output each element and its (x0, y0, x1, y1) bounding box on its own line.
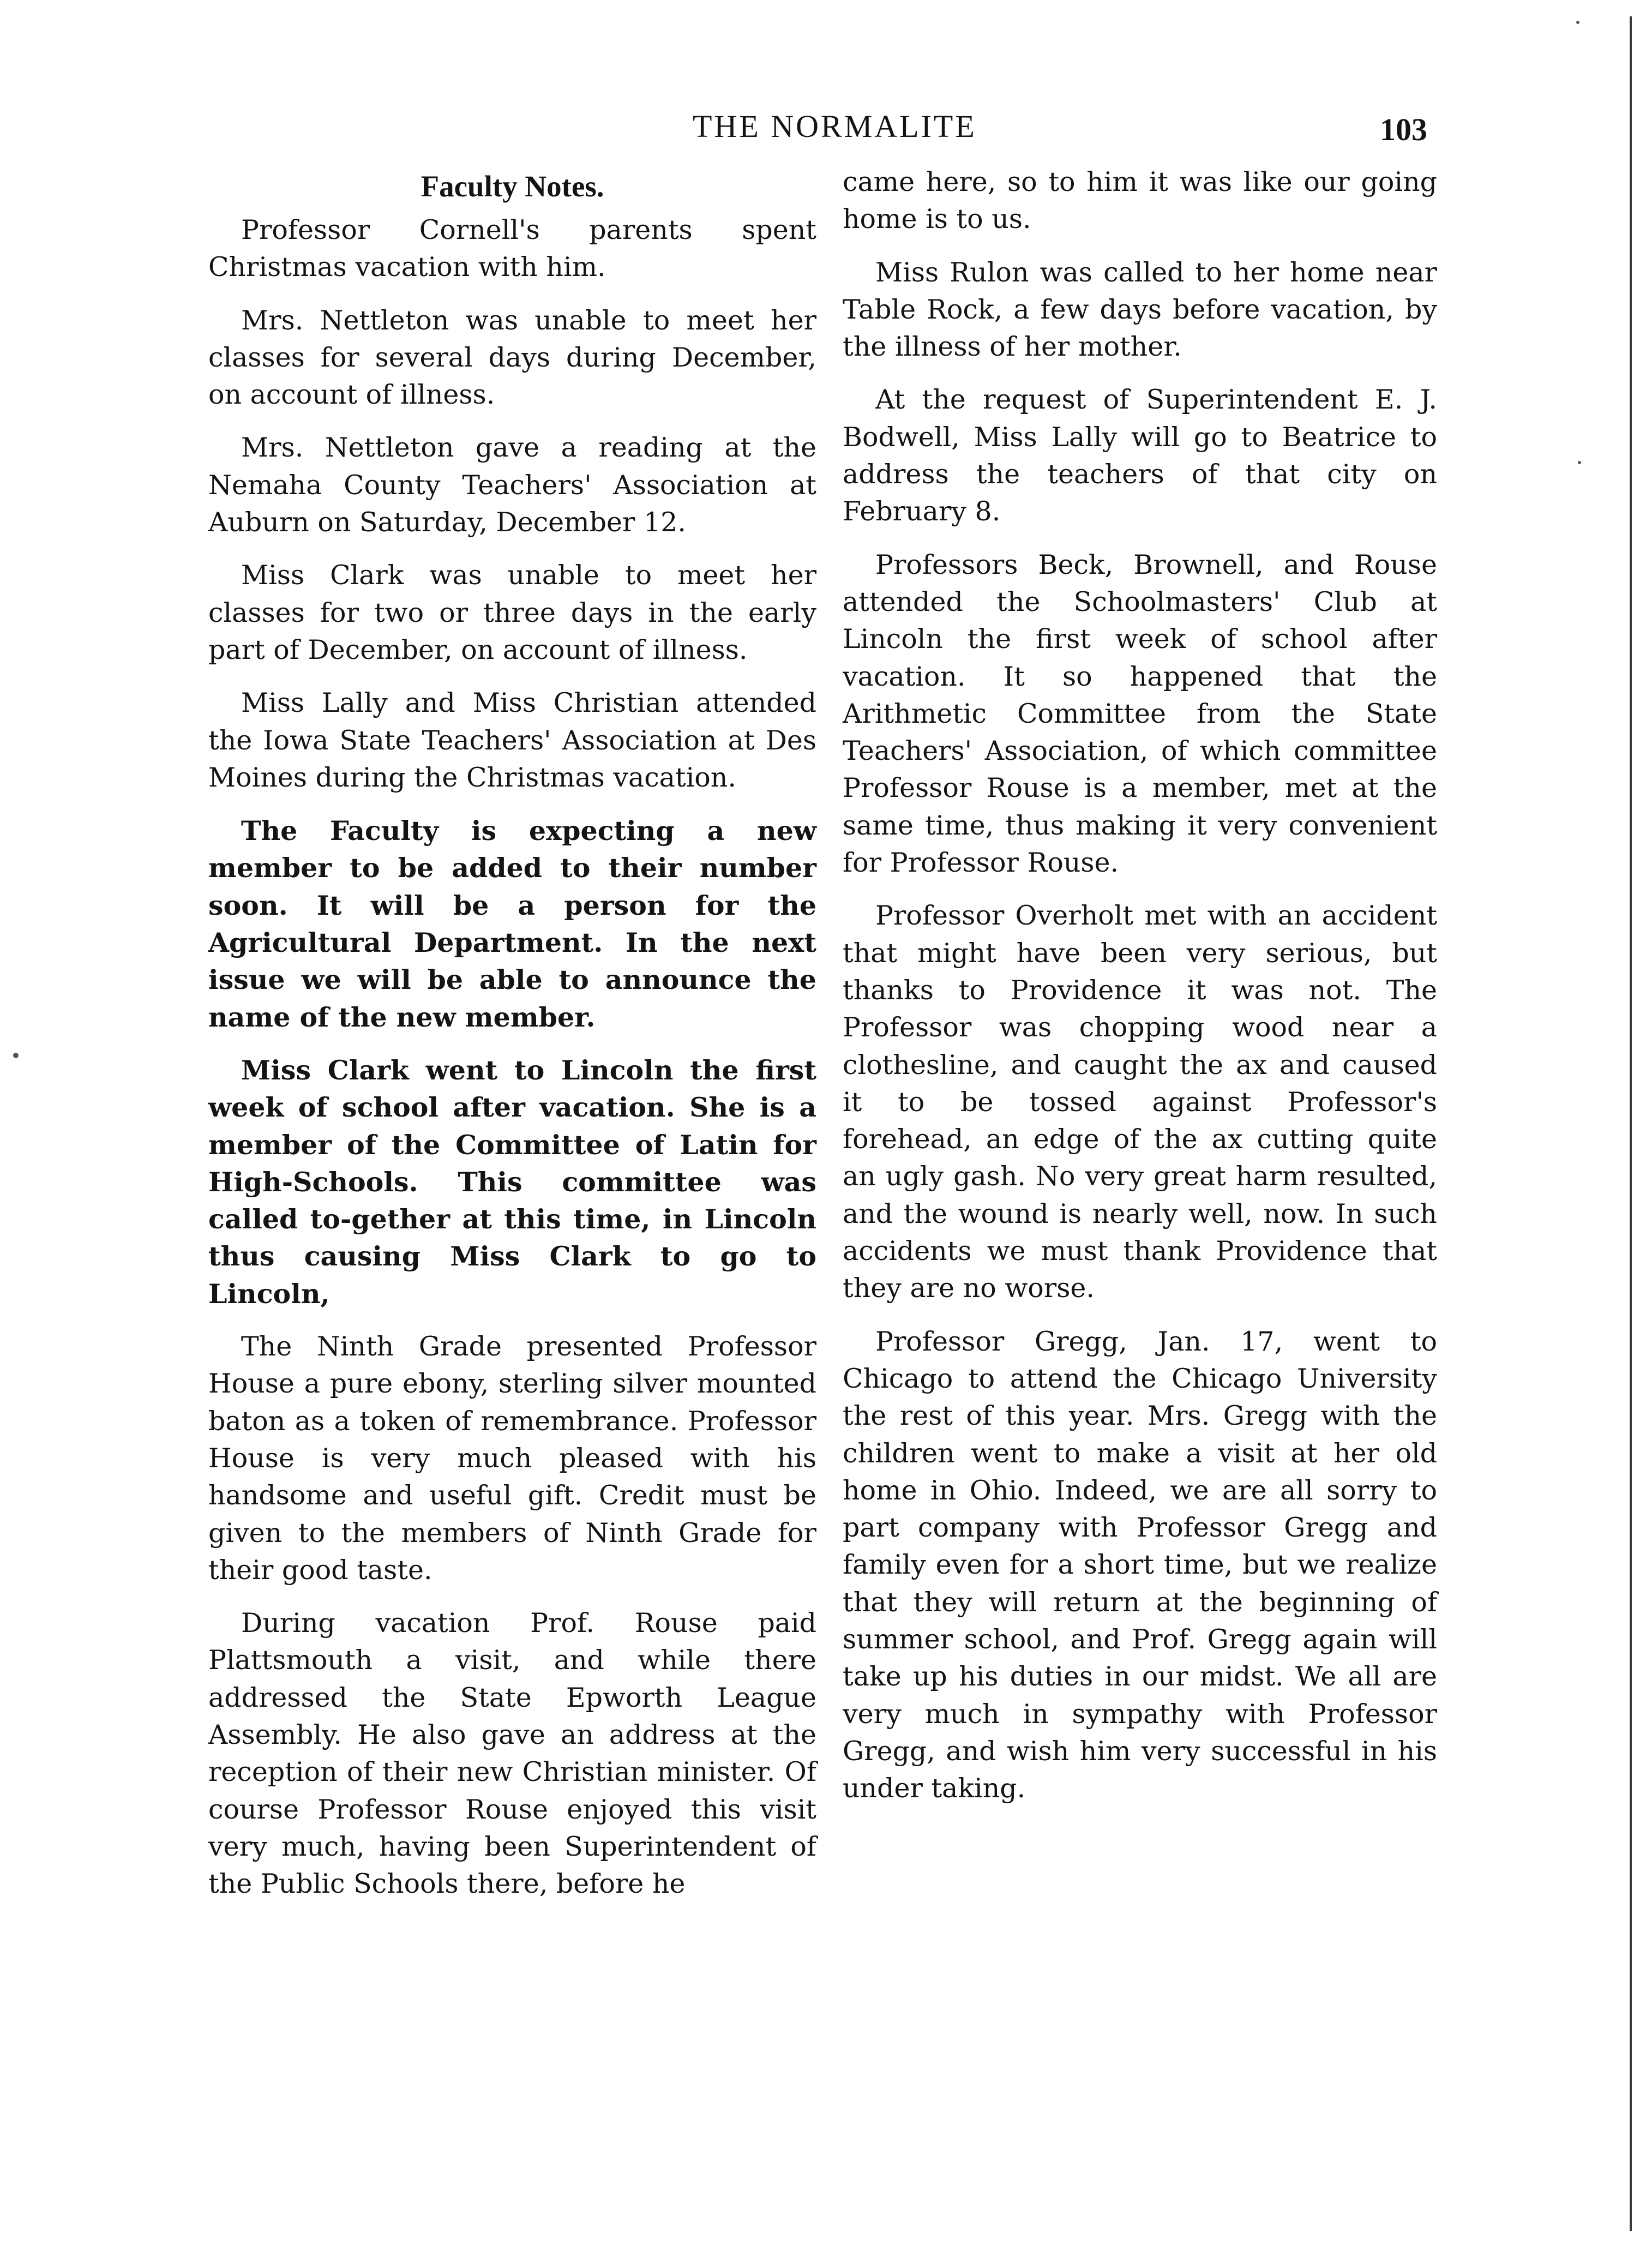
running-title: THE NORMALITE (693, 109, 977, 144)
paragraph-lally-beatrice: At the request of Superintendent E. J. Bodwell, Miss Lally will go to Beatrice to address the teachers of that city on February 8. (843, 384, 1437, 527)
paragraph-nettleton-reading: Mrs. Nettleton gave a reading at the Nemaha County Teachers' Association at Auburn on Saturday, December 12. (208, 432, 816, 538)
paragraph-rouse-plattsmouth: During vacation Prof. Rouse paid Plattsmouth a visit, and while there addressed the State Epworth League Assembly. He also gave an address at the reception of their new Christian minister. Of course Professor Rouse enjoyed this visit very much, having been Superintendent of the Public Schools there, before he (208, 1607, 816, 1900)
paragraph-ninth-grade-baton: The Ninth Grade presented Professor House a pure ebony, sterling silver mounted baton as a token of remembrance. Professor House is very much pleased with his handsome and useful gift. Credit must be given to the members of Ninth Grade for their good taste. (208, 1331, 816, 1586)
scan-speck (13, 1053, 19, 1058)
paragraph-nettleton-illness: Mrs. Nettleton was unable to meet her classes for several days during December, on account of illness. (208, 304, 816, 411)
paragraph-continuation: came here, so to him it was like our going home is to us. (843, 166, 1437, 235)
paragraph-iowa-association: Miss Lally and Miss Christian attended the Iowa State Teachers' Association at Des Moines during the Christmas vacation. (208, 687, 816, 793)
paragraph-cornell-parents: Professor Cornell's parents spent Christmas vacation with him. (208, 214, 816, 283)
scan-speck (1576, 21, 1579, 24)
paragraph-rulon: Miss Rulon was called to her home near Table Rock, a few days before vacation, by the illness of her mother. (843, 256, 1437, 363)
section-heading: Faculty Notes. (420, 170, 604, 203)
page-header (0, 108, 1652, 152)
paragraph-clark-lincoln: Miss Clark went to Lincoln the first week of school after vacation. She is a member of the Committee of Latin for High-Schools. This committee was called to-gether at this time, in Lincoln thus causing Miss Clark to go to Lincoln, (208, 1054, 816, 1310)
paragraph-schoolmasters-club: Professors Beck, Brownell, and Rouse attended the Schoolmasters' Club at Lincoln the first week of school after vacation. It so happened that the Arithmetic Committee from the State Teachers' Association, of which committee Professor Rouse is a member, met at the same time, thus making it very convenient for Professor Rouse. (843, 549, 1437, 879)
paragraph-clark-illness: Miss Clark was unable to meet her classes for two or three days in the early part of December, on account of illness. (208, 560, 816, 665)
scan-edge-rule (1630, 16, 1632, 2231)
paragraph-gregg-chicago: Professor Gregg, Jan. 17, went to Chicago to attend the Chicago University the rest of this year. Mrs. Gregg with the children went to make a visit at her old home in Ohio. Indeed, we are all sorry to part company with Professor Gregg and family even for a short time, but we realize that they will return at the beginning of summer school, and Prof. Gregg again will take up his duties in our midst. We all are very much in sympathy with Professor Gregg, and wish him very successful in his under taking. (843, 1325, 1437, 1804)
paragraph-new-member: The Faculty is expecting a new member to be added to their number soon. It will be a person for the Agricultural Department. In the next issue we will be able to announce the name of the new member. (208, 815, 816, 1033)
left-column (208, 164, 816, 1918)
paragraph-overholt-accident: Professor Overholt met with an accident that might have been very serious, but thanks to Providence it was not. The Professor was chopping wood near a clothesline, and caught the ax and caused it to be tossed against Professor's forehead, an edge of the ax cutting quite an ugly gash. No very great harm resulted, and the wound is nearly well, now. In such accidents we must thank Providence that they are no worse. (843, 900, 1437, 1304)
page-number: 103 (1380, 112, 1427, 147)
scan-speck (1578, 461, 1581, 464)
right-column (843, 164, 1437, 1823)
